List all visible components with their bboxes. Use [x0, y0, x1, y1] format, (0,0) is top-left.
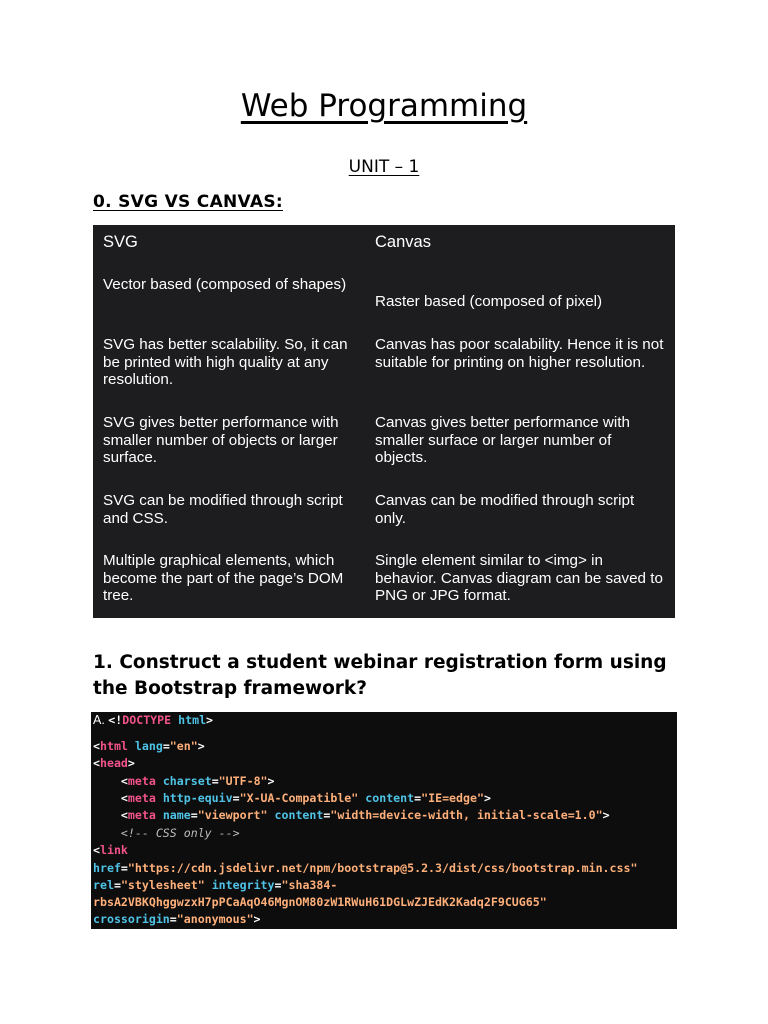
- code-line: <!-- CSS only -->: [120, 826, 240, 840]
- unit-label: UNIT – 1: [348, 157, 420, 177]
- code-line: A. <!DOCTYPE html>: [93, 713, 214, 727]
- table-cell: Canvas has poor scalability. Hence it is not suitable for printing on higher resolution.: [375, 336, 664, 371]
- code-line: <meta name="viewport" content="width=device-width, initial-scale=1.0">: [93, 808, 610, 822]
- table-cell: SVG gives better performance with smaller number of objects or larger surface.: [103, 414, 339, 466]
- code-line: <html lang="en">: [93, 739, 205, 753]
- code-line: rel="stylesheet" integrity="sha384-: [93, 878, 338, 892]
- code-line: <meta charset="UTF-8">: [93, 774, 275, 788]
- document-title: Web Programming: [240, 88, 528, 124]
- question-1: 1. Construct a student webinar registration form using the Bootstrap framework?: [93, 652, 667, 699]
- table-cell: Multiple graphical elements, which become the part of the page’s DOM tree.: [103, 552, 344, 604]
- table-header-canvas: Canvas: [375, 233, 431, 251]
- table-header-svg: SVG: [103, 233, 138, 251]
- code-block: [91, 712, 677, 929]
- table-cell: Raster based (composed of pixel): [375, 293, 603, 310]
- code-line: <meta http-equiv="X-UA-Compatible" content="IE=edge">: [93, 791, 491, 805]
- code-line: <head>: [93, 756, 135, 770]
- table-cell: Canvas can be modified through script only.: [375, 492, 635, 527]
- code-line: href="https://cdn.jsdelivr.net/npm/bootstrap@5.2.3/dist/css/bootstrap.min.css": [93, 861, 638, 875]
- section-heading-svg-vs-canvas: 0. SVG VS CANVAS:: [93, 192, 283, 212]
- table-cell: Vector based (composed of shapes): [103, 276, 347, 293]
- table-cell: Single element similar to <img> in behavior. Canvas diagram can be saved to PNG or JPG format.: [375, 552, 663, 604]
- table-cell: SVG has better scalability. So, it can be printed with high quality at any resolution.: [103, 336, 348, 388]
- table-cell: Canvas gives better performance with smaller surface or larger number of objects.: [375, 414, 630, 466]
- code-line: rbsA2VBKQhggwzxH7pPCaAqO46MgnOM80zW1RWuH61DGLwZJEdK2Kadq2F9CUG65": [93, 895, 547, 909]
- code-line: crossorigin="anonymous">: [93, 912, 261, 926]
- code-line: <link: [93, 843, 128, 857]
- comparison-table: [93, 225, 675, 618]
- table-cell: SVG can be modified through script and CSS.: [103, 492, 343, 527]
